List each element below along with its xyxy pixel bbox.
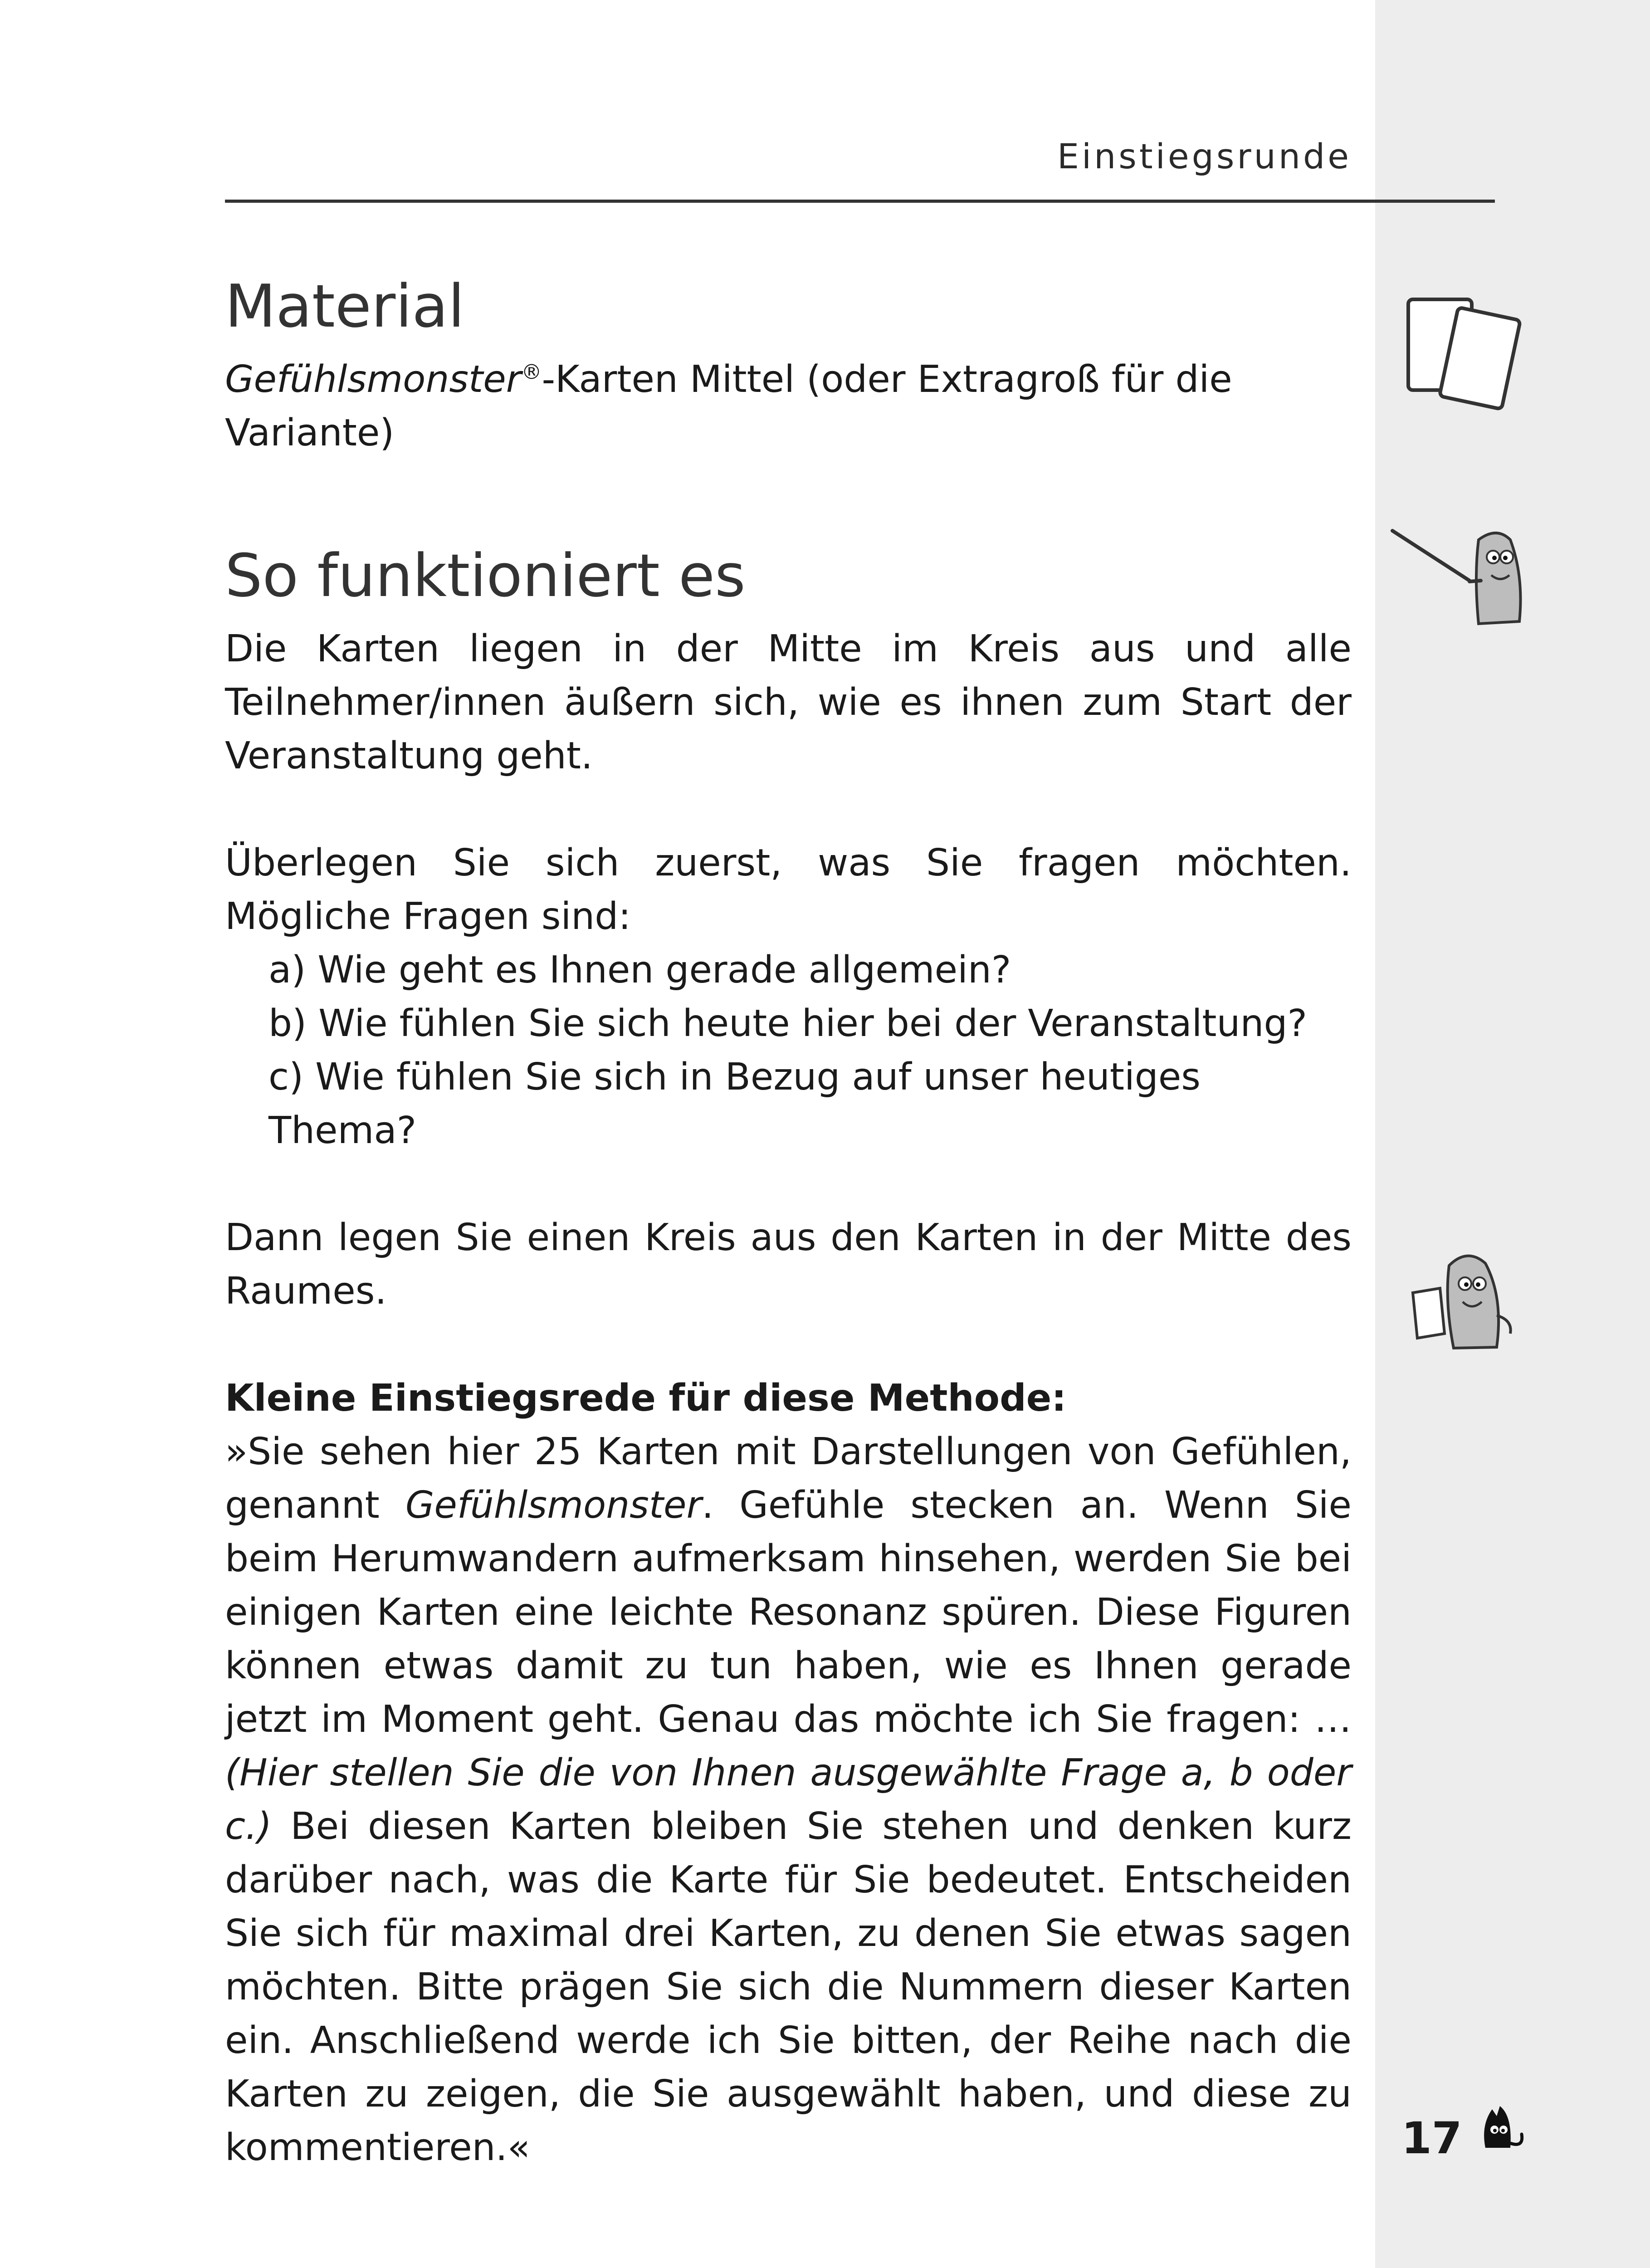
speech-part-3: Bei diesen Karten bleiben Sie stehen und denken kurz darüber nach, was die Karte für Sie bedeutet. Entscheiden Sie sich für maximal drei Karten, zu denen Sie etwas sagen möchten. Bitte prägen Sie sich die Nummern dieser Karten ein. Anschließend werde ich Sie bitten, der Reihe nach die Karten zu zeigen, die Sie ausgewählt haben, und diese zu kommentieren.«	[225, 1805, 1352, 2169]
speech-part-2: . Gefühle stecken an. Wenn Sie beim Herumwandern aufmerksam hinsehen, werden Sie bei einigen Karten eine leichte Resonanz spüren. Diese Figuren können etwas damit zu tun haben, wie es Ihnen gerade jetzt im Moment geht. Genau das möchte ich Sie fragen: …	[225, 1484, 1352, 1741]
material-text	[225, 353, 1352, 460]
howto-paragraph-1: Die Karten liegen in der Mitte im Kreis aus und alle Teilnehmer/innen äußern sich, wie es ihnen zum Start der Veranstaltung geht.	[225, 627, 1352, 777]
main-content	[225, 272, 1352, 2175]
question-a: a) Wie geht es Ihnen gerade allgemein?	[268, 948, 1011, 992]
material-description: -Karten Mittel (oder Extragroß für die Variante)	[225, 358, 1232, 455]
monster-logo-icon	[1472, 2098, 1531, 2157]
question-c: c) Wie fühlen Sie sich in Bezug auf unser heutiges Thema?	[268, 1056, 1201, 1152]
speech-italic-1: Gefühlsmonster	[405, 1484, 702, 1527]
cards-icon	[1395, 286, 1526, 417]
registered-mark: ®	[521, 360, 542, 384]
monster-speaker-icon	[1399, 1243, 1526, 1352]
running-title: Einstiegsrunde	[1057, 136, 1352, 176]
question-list	[225, 943, 1352, 1158]
monster-pointer-icon	[1388, 522, 1533, 631]
speech-heading: Kleine Einstiegsrede für diese Methode:	[225, 1377, 1067, 1420]
page-number: 17	[1401, 2113, 1462, 2164]
howto-paragraph-2: Überlegen Sie sich zuerst, was Sie fragen möchten. Mögliche Fragen sind:	[225, 841, 1352, 938]
material-brand: Gefühlsmonster	[225, 358, 522, 401]
speech-part-1: »Sie sehen hier 25 Karten mit Darstellungen von Gefühlen, genannt	[225, 1430, 1352, 1527]
speech-italic-2: (Hier stellen Sie die von Ihnen ausgewählte Frage a, b oder c.)	[225, 1751, 1352, 1848]
howto-heading: So funktioniert es	[225, 541, 746, 610]
howto-paragraph-3: Dann legen Sie einen Kreis aus den Karten in der Mitte des Raumes.	[225, 1216, 1352, 1313]
speech-text	[225, 1425, 1352, 2175]
material-heading: Material	[225, 272, 465, 341]
question-b: b) Wie fühlen Sie sich heute hier bei der Veranstaltung?	[268, 1002, 1308, 1045]
header-rule	[225, 200, 1495, 203]
